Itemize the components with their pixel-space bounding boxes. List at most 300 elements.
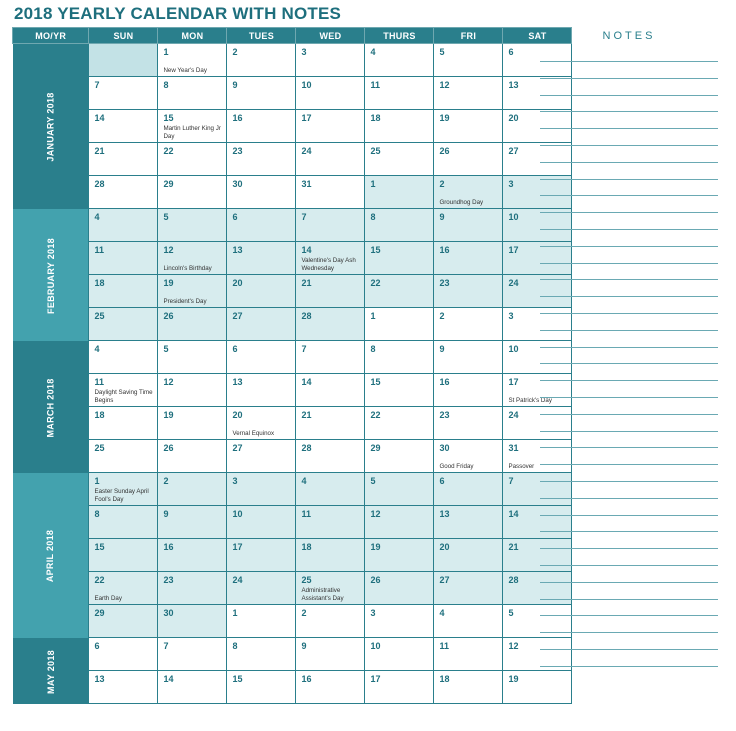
day-cell[interactable] bbox=[158, 110, 227, 143]
day-number: 20 bbox=[508, 113, 519, 123]
day-number: 22 bbox=[94, 575, 105, 585]
day-number: 3 bbox=[301, 47, 307, 57]
day-number: 26 bbox=[439, 146, 450, 156]
day-cell[interactable] bbox=[89, 110, 158, 143]
day-cell[interactable] bbox=[158, 308, 227, 341]
day-cell[interactable] bbox=[296, 671, 365, 704]
day-number: 24 bbox=[508, 410, 519, 420]
header-wed: WED bbox=[296, 28, 365, 44]
day-cell[interactable] bbox=[158, 44, 227, 77]
week-row bbox=[13, 341, 572, 374]
day-cell[interactable] bbox=[296, 374, 365, 407]
day-cell[interactable] bbox=[365, 539, 434, 572]
notes-line bbox=[540, 179, 718, 180]
day-cell[interactable] bbox=[503, 77, 572, 110]
day-cell[interactable] bbox=[434, 539, 503, 572]
day-cell[interactable] bbox=[365, 671, 434, 704]
day-cell[interactable] bbox=[227, 440, 296, 473]
day-number: 16 bbox=[163, 542, 174, 552]
day-cell[interactable] bbox=[503, 44, 572, 77]
day-number: 8 bbox=[370, 344, 376, 354]
day-number: 13 bbox=[232, 245, 243, 255]
day-number: 25 bbox=[94, 311, 105, 321]
day-number: 2 bbox=[163, 476, 169, 486]
day-cell[interactable] bbox=[434, 275, 503, 308]
day-number: 30 bbox=[232, 179, 243, 189]
day-cell[interactable] bbox=[296, 77, 365, 110]
day-cell[interactable] bbox=[434, 176, 503, 209]
day-number: 14 bbox=[508, 509, 519, 519]
day-number: 11 bbox=[439, 641, 449, 651]
holiday-label: Passover bbox=[508, 463, 535, 470]
day-number: 4 bbox=[301, 476, 307, 486]
day-cell[interactable] bbox=[434, 572, 503, 605]
day-number: 28 bbox=[508, 575, 519, 585]
day-cell[interactable] bbox=[158, 440, 227, 473]
notes-line bbox=[540, 548, 718, 549]
day-cell[interactable] bbox=[89, 209, 158, 242]
notes-line bbox=[540, 145, 718, 146]
day-number: 17 bbox=[301, 113, 312, 123]
day-number: 28 bbox=[94, 179, 105, 189]
day-cell[interactable] bbox=[296, 176, 365, 209]
holiday-label: Daylight Saving Time Begins bbox=[94, 389, 153, 404]
notes-line bbox=[540, 263, 718, 264]
day-cell[interactable] bbox=[89, 341, 158, 374]
day-cell[interactable] bbox=[503, 473, 572, 506]
day-cell[interactable] bbox=[365, 176, 434, 209]
day-cell[interactable] bbox=[227, 275, 296, 308]
day-number: 14 bbox=[301, 245, 312, 255]
notes-line bbox=[540, 498, 718, 499]
day-cell[interactable] bbox=[434, 671, 503, 704]
day-number: 1 bbox=[163, 47, 169, 57]
day-cell[interactable] bbox=[296, 572, 365, 605]
day-number: 18 bbox=[94, 410, 105, 420]
day-cell[interactable] bbox=[296, 308, 365, 341]
notes-line bbox=[540, 61, 718, 62]
day-number: 4 bbox=[370, 47, 376, 57]
day-cell[interactable] bbox=[296, 473, 365, 506]
day-number: 13 bbox=[94, 674, 105, 684]
day-number: 18 bbox=[370, 113, 381, 123]
day-cell[interactable] bbox=[89, 407, 158, 440]
notes-line bbox=[540, 363, 718, 364]
day-cell[interactable] bbox=[365, 275, 434, 308]
day-cell[interactable] bbox=[89, 176, 158, 209]
day-number: 30 bbox=[439, 443, 450, 453]
day-cell[interactable] bbox=[89, 440, 158, 473]
day-cell[interactable] bbox=[89, 605, 158, 638]
day-number: 20 bbox=[232, 278, 243, 288]
day-number: 26 bbox=[370, 575, 381, 585]
day-number: 30 bbox=[163, 608, 174, 618]
day-number: 9 bbox=[439, 212, 445, 222]
day-cell[interactable] bbox=[365, 44, 434, 77]
day-cell[interactable] bbox=[503, 407, 572, 440]
day-number: 17 bbox=[232, 542, 243, 552]
day-cell[interactable] bbox=[227, 308, 296, 341]
day-cell[interactable] bbox=[296, 341, 365, 374]
day-cell[interactable] bbox=[503, 374, 572, 407]
day-number: 5 bbox=[370, 476, 376, 486]
notes-line bbox=[540, 128, 718, 129]
day-number: 12 bbox=[508, 641, 519, 651]
day-number: 10 bbox=[370, 641, 381, 651]
day-cell[interactable] bbox=[89, 44, 158, 77]
day-cell[interactable] bbox=[89, 374, 158, 407]
notes-line bbox=[540, 246, 718, 247]
day-cell[interactable] bbox=[365, 374, 434, 407]
notes-line bbox=[540, 162, 718, 163]
day-cell[interactable] bbox=[158, 407, 227, 440]
day-cell[interactable] bbox=[227, 374, 296, 407]
holiday-label: Valentine's Day Ash Wednesday bbox=[301, 257, 356, 272]
day-cell[interactable] bbox=[365, 440, 434, 473]
day-number: 6 bbox=[232, 344, 238, 354]
notes-title: NOTES bbox=[602, 30, 656, 42]
day-number: 11 bbox=[94, 377, 104, 387]
day-cell[interactable] bbox=[227, 341, 296, 374]
day-cell[interactable] bbox=[158, 473, 227, 506]
day-number: 15 bbox=[370, 245, 381, 255]
day-cell[interactable] bbox=[365, 473, 434, 506]
week-row bbox=[13, 440, 572, 473]
day-number: 7 bbox=[301, 212, 307, 222]
day-number: 10 bbox=[301, 80, 312, 90]
day-number: 4 bbox=[439, 608, 445, 618]
day-number: 24 bbox=[301, 146, 312, 156]
day-cell[interactable] bbox=[89, 671, 158, 704]
day-cell[interactable] bbox=[365, 143, 434, 176]
day-cell[interactable] bbox=[434, 308, 503, 341]
day-cell[interactable] bbox=[89, 242, 158, 275]
day-number: 5 bbox=[163, 344, 169, 354]
notes-line bbox=[540, 515, 718, 516]
holiday-label: Groundhog Day bbox=[439, 199, 484, 206]
day-number: 12 bbox=[163, 377, 174, 387]
holiday-label: Lincoln's Birthday bbox=[163, 265, 212, 272]
holiday-label: Vernal Equinox bbox=[232, 430, 275, 437]
notes-line bbox=[540, 95, 718, 96]
day-number: 3 bbox=[508, 311, 514, 321]
day-cell[interactable] bbox=[227, 473, 296, 506]
month-label: FEBRUARY 2018 bbox=[45, 237, 56, 314]
day-cell[interactable] bbox=[434, 473, 503, 506]
header-moyr: MO/YR bbox=[13, 28, 89, 44]
notes-line bbox=[540, 431, 718, 432]
header-thurs: THURS bbox=[365, 28, 434, 44]
day-cell[interactable] bbox=[365, 110, 434, 143]
header-sun: SUN bbox=[89, 28, 158, 44]
week-row bbox=[13, 242, 572, 275]
notes-line bbox=[540, 279, 718, 280]
day-cell[interactable] bbox=[503, 539, 572, 572]
day-cell[interactable] bbox=[227, 44, 296, 77]
day-number: 11 bbox=[370, 80, 380, 90]
week-row bbox=[13, 605, 572, 638]
day-number: 15 bbox=[370, 377, 381, 387]
notes-line bbox=[540, 212, 718, 213]
notes-line bbox=[540, 565, 718, 566]
notes-line bbox=[540, 229, 718, 230]
day-number: 5 bbox=[163, 212, 169, 222]
day-cell[interactable] bbox=[365, 308, 434, 341]
day-cell[interactable] bbox=[434, 110, 503, 143]
day-cell[interactable] bbox=[434, 605, 503, 638]
day-cell[interactable] bbox=[227, 638, 296, 671]
day-cell[interactable] bbox=[503, 110, 572, 143]
day-number: 17 bbox=[370, 674, 381, 684]
day-cell[interactable] bbox=[434, 374, 503, 407]
day-cell[interactable] bbox=[503, 209, 572, 242]
day-number: 4 bbox=[94, 212, 100, 222]
day-number: 18 bbox=[439, 674, 450, 684]
day-cell[interactable] bbox=[296, 275, 365, 308]
day-number: 6 bbox=[94, 641, 100, 651]
day-number: 22 bbox=[370, 410, 381, 420]
day-number: 13 bbox=[508, 80, 519, 90]
notes-line bbox=[540, 78, 718, 79]
day-number: 6 bbox=[439, 476, 445, 486]
day-cell[interactable] bbox=[158, 209, 227, 242]
day-cell[interactable] bbox=[503, 440, 572, 473]
day-cell[interactable] bbox=[158, 341, 227, 374]
day-cell[interactable] bbox=[434, 407, 503, 440]
day-number: 8 bbox=[232, 641, 238, 651]
notes-line bbox=[540, 296, 718, 297]
day-cell[interactable] bbox=[503, 176, 572, 209]
week-row bbox=[13, 638, 572, 671]
day-cell[interactable] bbox=[89, 473, 158, 506]
day-number: 24 bbox=[508, 278, 519, 288]
day-number: 5 bbox=[439, 47, 445, 57]
day-cell[interactable] bbox=[365, 638, 434, 671]
week-row bbox=[13, 110, 572, 143]
day-cell[interactable] bbox=[296, 539, 365, 572]
header-fri: FRI bbox=[434, 28, 503, 44]
day-cell[interactable] bbox=[296, 44, 365, 77]
notes-line bbox=[540, 649, 718, 650]
day-number: 11 bbox=[301, 509, 311, 519]
day-cell[interactable] bbox=[89, 506, 158, 539]
day-number: 12 bbox=[370, 509, 381, 519]
day-cell[interactable] bbox=[365, 407, 434, 440]
day-cell[interactable] bbox=[434, 440, 503, 473]
day-cell[interactable] bbox=[296, 143, 365, 176]
day-cell[interactable] bbox=[365, 341, 434, 374]
day-number: 10 bbox=[508, 344, 519, 354]
day-number: 21 bbox=[94, 146, 105, 156]
day-number: 9 bbox=[301, 641, 307, 651]
day-cell[interactable] bbox=[296, 209, 365, 242]
week-row bbox=[13, 572, 572, 605]
day-cell[interactable] bbox=[434, 341, 503, 374]
day-cell[interactable] bbox=[227, 110, 296, 143]
day-number: 22 bbox=[370, 278, 381, 288]
day-cell[interactable] bbox=[158, 572, 227, 605]
day-cell[interactable] bbox=[503, 671, 572, 704]
day-cell[interactable] bbox=[158, 242, 227, 275]
day-cell[interactable] bbox=[227, 176, 296, 209]
day-number: 8 bbox=[370, 212, 376, 222]
day-number: 24 bbox=[232, 575, 243, 585]
holiday-label: Earth Day bbox=[94, 595, 122, 602]
holiday-label: St Patrick's Day bbox=[508, 397, 552, 404]
day-cell[interactable] bbox=[89, 275, 158, 308]
day-number: 10 bbox=[232, 509, 243, 519]
day-cell[interactable] bbox=[227, 605, 296, 638]
day-cell[interactable] bbox=[89, 572, 158, 605]
day-number: 6 bbox=[508, 47, 514, 57]
day-number: 2 bbox=[301, 608, 307, 618]
day-number: 2 bbox=[439, 311, 445, 321]
day-cell[interactable] bbox=[365, 572, 434, 605]
header-mon: MON bbox=[158, 28, 227, 44]
day-number: 26 bbox=[163, 443, 174, 453]
day-number: 23 bbox=[439, 410, 450, 420]
day-number: 13 bbox=[232, 377, 243, 387]
week-row bbox=[13, 407, 572, 440]
month-label: APRIL 2018 bbox=[45, 529, 56, 583]
day-number: 7 bbox=[94, 80, 100, 90]
day-cell[interactable] bbox=[89, 638, 158, 671]
day-number: 16 bbox=[439, 245, 450, 255]
day-number: 1 bbox=[232, 608, 238, 618]
day-number: 8 bbox=[163, 80, 169, 90]
day-cell[interactable] bbox=[503, 341, 572, 374]
day-cell[interactable] bbox=[296, 506, 365, 539]
month-label-cell bbox=[13, 209, 89, 341]
day-cell[interactable] bbox=[89, 77, 158, 110]
day-cell[interactable] bbox=[434, 242, 503, 275]
day-cell[interactable] bbox=[227, 407, 296, 440]
day-cell[interactable] bbox=[227, 209, 296, 242]
day-cell[interactable] bbox=[365, 77, 434, 110]
notes-line bbox=[540, 330, 718, 331]
week-row bbox=[13, 671, 572, 704]
day-cell[interactable] bbox=[89, 308, 158, 341]
day-cell[interactable] bbox=[158, 374, 227, 407]
day-number: 3 bbox=[370, 608, 376, 618]
day-cell[interactable] bbox=[158, 143, 227, 176]
notes-line bbox=[540, 347, 718, 348]
day-cell[interactable] bbox=[503, 143, 572, 176]
day-cell[interactable] bbox=[296, 407, 365, 440]
day-number: 14 bbox=[163, 674, 174, 684]
header-row bbox=[13, 28, 572, 44]
day-cell[interactable] bbox=[365, 605, 434, 638]
week-row bbox=[13, 374, 572, 407]
day-number: 29 bbox=[163, 179, 174, 189]
day-number: 23 bbox=[439, 278, 450, 288]
day-number: 19 bbox=[439, 113, 450, 123]
day-number: 15 bbox=[232, 674, 243, 684]
week-row bbox=[13, 539, 572, 572]
day-number: 17 bbox=[508, 245, 519, 255]
week-row bbox=[13, 143, 572, 176]
day-cell[interactable] bbox=[158, 176, 227, 209]
day-number: 9 bbox=[439, 344, 445, 354]
day-cell[interactable] bbox=[434, 638, 503, 671]
notes-line bbox=[540, 313, 718, 314]
day-number: 27 bbox=[508, 146, 519, 156]
notes-line bbox=[540, 582, 718, 583]
day-cell[interactable] bbox=[434, 44, 503, 77]
day-number: 31 bbox=[508, 443, 519, 453]
day-number: 12 bbox=[439, 80, 450, 90]
day-cell[interactable] bbox=[365, 506, 434, 539]
day-cell[interactable] bbox=[89, 143, 158, 176]
week-row bbox=[13, 506, 572, 539]
week-row bbox=[13, 209, 572, 242]
month-label-cell bbox=[13, 341, 89, 473]
day-cell[interactable] bbox=[227, 572, 296, 605]
holiday-label: Martin Luther King Jr Day bbox=[163, 125, 221, 140]
day-number: 17 bbox=[508, 377, 519, 387]
day-number: 27 bbox=[439, 575, 450, 585]
day-number: 29 bbox=[370, 443, 381, 453]
day-cell[interactable] bbox=[296, 110, 365, 143]
day-cell[interactable] bbox=[296, 638, 365, 671]
day-cell[interactable] bbox=[296, 242, 365, 275]
day-cell[interactable] bbox=[434, 209, 503, 242]
week-row bbox=[13, 473, 572, 506]
day-number: 23 bbox=[163, 575, 174, 585]
day-number: 3 bbox=[508, 179, 514, 189]
day-cell[interactable] bbox=[365, 242, 434, 275]
day-cell[interactable] bbox=[158, 77, 227, 110]
month-label-cell bbox=[13, 473, 89, 638]
day-cell[interactable] bbox=[89, 539, 158, 572]
day-number: 9 bbox=[232, 80, 238, 90]
day-cell[interactable] bbox=[227, 242, 296, 275]
day-cell[interactable] bbox=[227, 539, 296, 572]
day-number: 19 bbox=[370, 542, 381, 552]
day-number: 1 bbox=[370, 311, 376, 321]
day-cell[interactable] bbox=[434, 77, 503, 110]
day-cell[interactable] bbox=[158, 638, 227, 671]
header-tues: TUES bbox=[227, 28, 296, 44]
day-number: 13 bbox=[439, 509, 450, 519]
day-number: 19 bbox=[163, 278, 174, 288]
day-number: 21 bbox=[301, 410, 312, 420]
day-cell[interactable] bbox=[296, 605, 365, 638]
day-cell[interactable] bbox=[158, 539, 227, 572]
day-cell[interactable] bbox=[296, 440, 365, 473]
day-cell[interactable] bbox=[158, 671, 227, 704]
day-number: 11 bbox=[94, 245, 104, 255]
day-number: 25 bbox=[370, 146, 381, 156]
day-cell[interactable] bbox=[158, 506, 227, 539]
day-number: 20 bbox=[232, 410, 243, 420]
day-number: 26 bbox=[163, 311, 174, 321]
day-cell[interactable] bbox=[158, 605, 227, 638]
day-cell[interactable] bbox=[158, 275, 227, 308]
day-cell[interactable] bbox=[503, 506, 572, 539]
day-cell[interactable] bbox=[365, 209, 434, 242]
day-cell[interactable] bbox=[227, 506, 296, 539]
day-cell[interactable] bbox=[227, 143, 296, 176]
day-cell[interactable] bbox=[227, 77, 296, 110]
notes-line bbox=[540, 615, 718, 616]
day-number: 21 bbox=[301, 278, 312, 288]
day-number: 28 bbox=[301, 443, 312, 453]
day-number: 20 bbox=[439, 542, 450, 552]
day-cell[interactable] bbox=[434, 143, 503, 176]
day-cell[interactable] bbox=[227, 671, 296, 704]
day-cell[interactable] bbox=[434, 506, 503, 539]
